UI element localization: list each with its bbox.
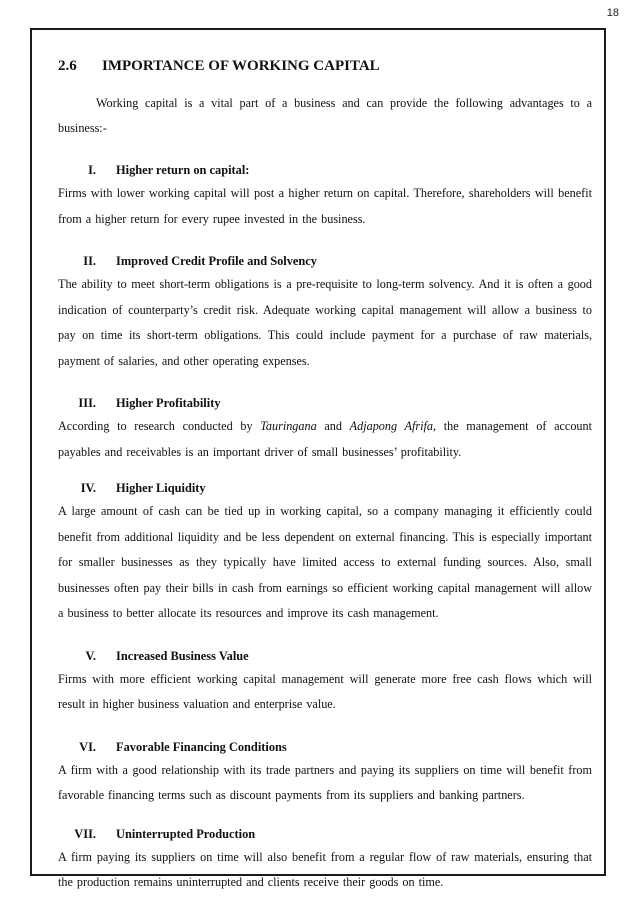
section-vi [58,736,592,809]
section-title: Favorable Financing Conditions [116,739,287,754]
section-numeral: II. [83,254,96,268]
section-title: Increased Business Value [116,648,249,663]
section-title: Higher return on capital: [116,163,250,177]
section-body: A firm with a good relationship with its trade partners and paying its suppliers on time will benefit from favorable financing terms such as discount payments from its suppliers and banking partners. [58,762,592,802]
section-numeral: VII. [74,826,96,841]
section-iv [58,477,592,627]
section-body: Firms with more efficient working capital management will generate more free cash flows which will result in higher business valuation and enterprise value. [58,671,592,711]
section-numeral: IV. [80,481,96,495]
section-body: According to research conducted by Tauringana and Adjapong Afrifa, the management of account payables and receivables is an important driver of small businesses’ profitability. [58,419,592,459]
section-vii [58,823,592,896]
page-number: 18 [606,7,619,19]
section-numeral: VI. [79,739,96,754]
section-title: Improved Credit Profile and Solvency [116,254,318,268]
section-body: The ability to meet short-term obligations is a pre-requisite to long-term solvency. And it is often a good indication of counterparty’s credit risk. Adequate working capital management will allow a business to pay on time its short-term obligations. This could include payment for a purchase of raw materials, payment of salaries, and other operating expenses. [58,277,592,368]
author-name: Tauringana [260,419,317,433]
section-ii [58,250,592,374]
section-v [58,645,592,718]
section-body: A large amount of cash can be tied up in working capital, so a company managing it efficiently could benefit from additional liquidity and be less dependent on external financing. This is especially important for smaller businesses as they typically have limited access to external funding sources. Also, small businesses often pay their bills in cash from earnings so efficient working capital management will allow a business to better allocate its resources and improve its cash management. [58,504,592,620]
intro-paragraph: Working capital is a vital part of a business and can provide the following advantages to a business:- [58,96,592,135]
document-content [58,58,592,908]
section-title: Uninterrupted Production [116,826,256,841]
section-numeral: V. [85,648,96,663]
section-body: Firms with lower working capital will post a higher return on capital. Therefore, shareholders will benefit from a higher return for every rupee invested in the business. [58,186,592,226]
heading-number: 2.6 [58,58,77,74]
author-name: Adjapong Afrifa [349,419,433,433]
section-body: A firm paying its suppliers on time will also benefit from a regular flow of raw materials, ensuring that the production remains uninterrupted and clients receive their goods on time. [58,849,592,889]
section-iii [58,392,592,465]
heading-title: IMPORTANCE OF WORKING CAPITAL [102,58,380,74]
section-i [58,159,592,232]
section-numeral: I. [88,163,96,177]
section-numeral: III. [78,396,96,410]
section-title: Higher Liquidity [116,481,206,495]
section-heading [58,58,592,75]
section-title: Higher Profitability [116,396,221,410]
